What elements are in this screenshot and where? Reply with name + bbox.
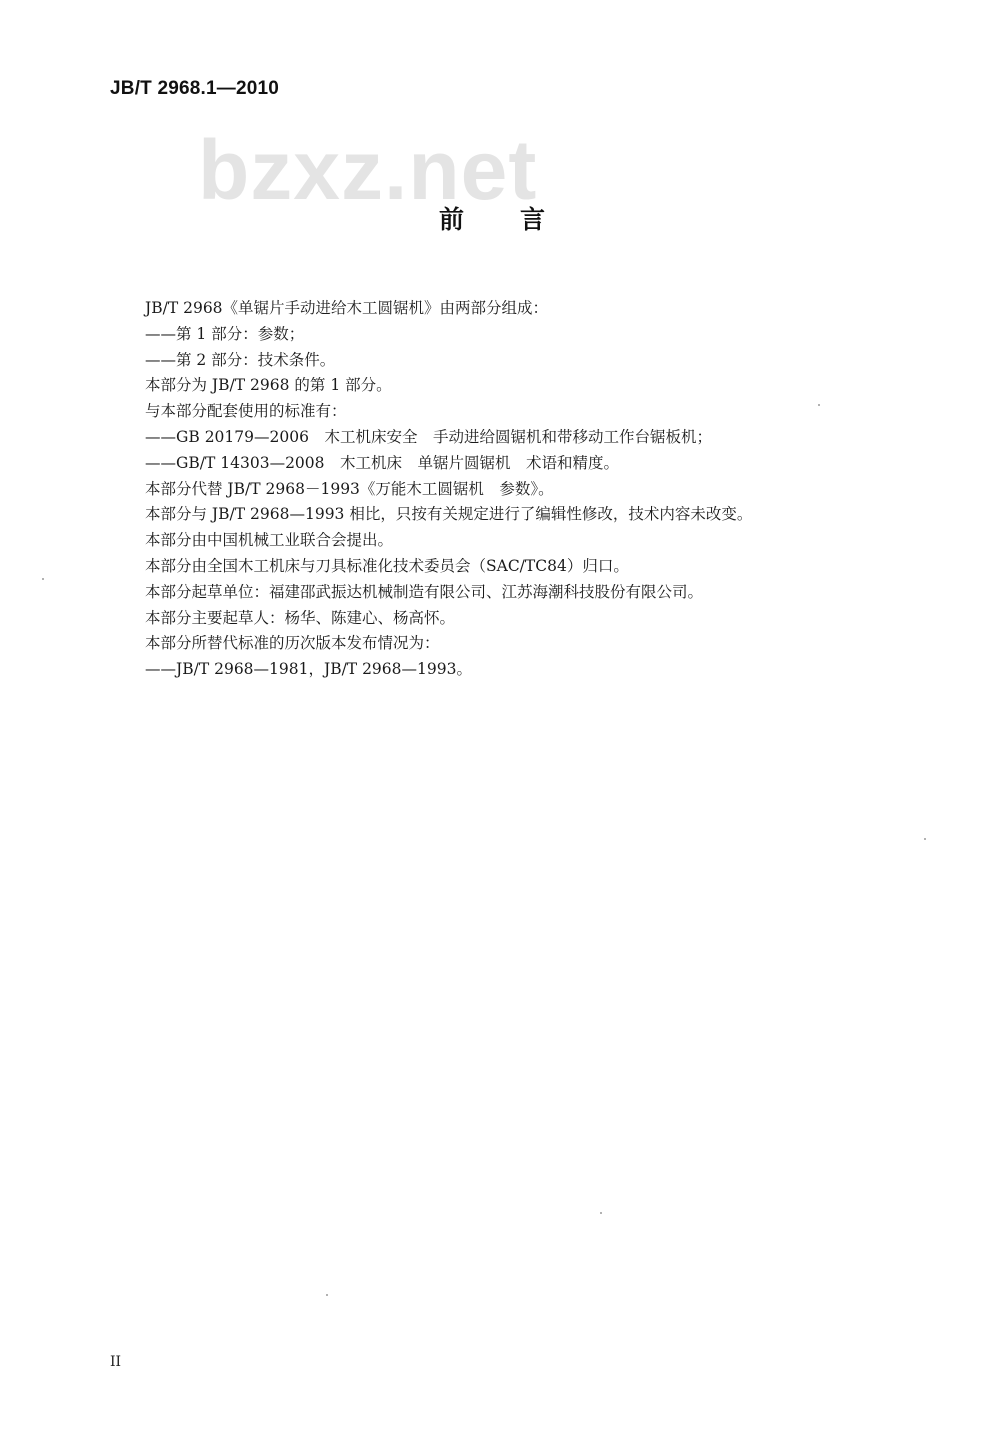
body-line: ——JB/T 2968—1981，JB/T 2968—1993。 bbox=[145, 660, 472, 679]
body-line: 本部分主要起草人：杨华、陈建心、杨高怀。 bbox=[145, 608, 456, 627]
body-line: 本部分起草单位：福建邵武振达机械制造有限公司、江苏海潮科技股份有限公司。 bbox=[145, 582, 704, 601]
body-line: 本部分由中国机械工业联合会提出。 bbox=[145, 531, 394, 550]
body-line: 本部分与 JB/T 2968—1993 相比，只按有关规定进行了编辑性修改，技术内容未改变。 bbox=[145, 505, 753, 524]
body-line: ——第 2 部分：技术条件。 bbox=[145, 350, 336, 369]
scan-speck bbox=[600, 1212, 602, 1214]
body-line: ——GB/T 14303—2008 木工机床 单锯片圆锯机 术语和精度。 bbox=[145, 453, 620, 472]
body-line: ——第 1 部分：参数； bbox=[145, 324, 305, 343]
scan-speck bbox=[818, 404, 820, 406]
scan-speck bbox=[42, 578, 44, 580]
body-line: JB/T 2968《单锯片手动进给木工圆锯机》由两部分组成： bbox=[145, 299, 549, 317]
body-line: 本部分代替 JB/T 2968－1993《万能木工圆锯机 参数》。 bbox=[145, 479, 554, 498]
page-title: 前言 bbox=[438, 205, 601, 234]
body-line: 本部分所替代标准的历次版本发布情况为： bbox=[145, 634, 440, 653]
document-code: JB/T 2968.1—2010 bbox=[110, 78, 280, 99]
scan-speck bbox=[924, 838, 926, 840]
page-number: II bbox=[110, 1354, 122, 1370]
body-line: 本部分为 JB/T 2968 的第 1 部分。 bbox=[145, 376, 392, 395]
watermark: bzxz.net bbox=[198, 123, 538, 217]
body-line: 本部分由全国木工机床与刀具标准化技术委员会（SAC/TC84）归口。 bbox=[145, 556, 629, 575]
foreword-body bbox=[145, 296, 905, 683]
scan-speck bbox=[326, 1294, 328, 1296]
body-line: ——GB 20179—2006 木工机床安全 手动进给圆锯机和带移动工作台锯板机； bbox=[145, 427, 712, 446]
body-line: 与本部分配套使用的标准有： bbox=[145, 402, 347, 421]
